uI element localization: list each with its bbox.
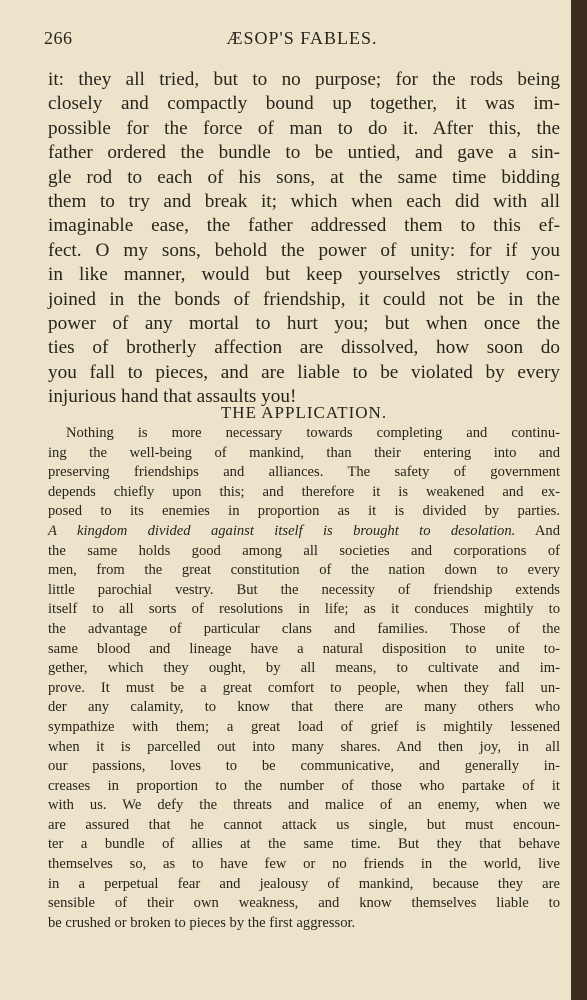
text-line: father ordered the bundle to be untied, and gave a sin- bbox=[48, 142, 560, 164]
text-line: ing the well-being of mankind, than their entering into and bbox=[48, 444, 560, 461]
text-line: them to try and break it; which when each did with all bbox=[48, 191, 560, 213]
text-line: men, from the great constitution of the nation down to every bbox=[48, 562, 560, 579]
text-line: itself to all sorts of resolutions in life; as it conduces mightily to bbox=[48, 601, 560, 618]
text-line: with us. We defy the threats and malice of an enemy, when we bbox=[48, 797, 560, 814]
text-line: possible for the force of man to do it. After this, the bbox=[48, 117, 560, 139]
application-heading: THE APPLICATION. bbox=[220, 403, 388, 422]
text-line: you fall to pieces, and are liable to be violated by every bbox=[48, 361, 560, 383]
text-fragment: And bbox=[515, 522, 560, 539]
text-line: sympathize with them; a great load of grief is mightily lessened bbox=[48, 718, 560, 735]
text-line: power of any mortal to hurt you; but when once the bbox=[48, 313, 560, 335]
text-line: when it is parcelled out into many shares. And then joy, in all bbox=[48, 738, 560, 755]
text-line: same blood and lineage have a natural disposition to unite to- bbox=[48, 640, 560, 657]
text-line: creases in proportion to the number of those who partake of it bbox=[48, 777, 560, 794]
text-line: be crushed or broken to pieces by the first aggressor. bbox=[48, 914, 356, 931]
text-line: joined in the bonds of friendship, it could not be in the bbox=[48, 288, 560, 310]
text-line: fect. O my sons, behold the power of unity: for if you bbox=[48, 239, 560, 261]
book-edge bbox=[571, 0, 587, 1000]
running-title: ÆSOP'S FABLES. bbox=[226, 28, 378, 48]
text-line: prove. It must be a great comfort to people, when they fall un- bbox=[48, 679, 560, 696]
text-line: in like manner, would but keep yourselves strictly con- bbox=[48, 264, 560, 286]
text-line: closely and compactly bound up together, it was im- bbox=[48, 93, 560, 115]
text-line: little parochial vestry. But the necessity of friendship extends bbox=[48, 581, 560, 598]
fable-text bbox=[48, 68, 560, 410]
text-line-italic-quote bbox=[48, 522, 560, 542]
page-number: 266 bbox=[44, 28, 73, 48]
text-line: are assured that he cannot attack us single, but must encoun- bbox=[48, 816, 560, 833]
text-line: Nothing is more necessary towards completing and continu- bbox=[66, 425, 560, 441]
text-line: preserving friendships and alliances. The safety of government bbox=[48, 464, 560, 481]
text-line: the same holds good among all societies and corporations of bbox=[48, 542, 560, 559]
text-line: depends chiefly upon this; and therefore it is weakened and ex- bbox=[48, 483, 560, 500]
italic-quote: A kingdom divided against itself is brought to desolation. bbox=[48, 522, 516, 539]
text-line: sensible of their own weakness, and know themselves liable to bbox=[48, 895, 560, 912]
text-line: imaginable ease, the father addressed them to this ef- bbox=[48, 215, 560, 237]
text-line: in a perpetual fear and jealousy of mankind, because they are bbox=[48, 875, 560, 892]
text-line: the advantage of particular clans and families. Those of the bbox=[48, 620, 560, 637]
application-text bbox=[48, 424, 560, 933]
page-header bbox=[44, 28, 560, 58]
text-line: gle rod to each of his sons, at the same time bidding bbox=[48, 166, 560, 188]
text-line: ter a bundle of allies at the same time. But they that behave bbox=[48, 836, 560, 853]
text-line: our passions, loves to be communicative, and generally in- bbox=[48, 758, 560, 775]
text-line: injurious hand that assaults you! bbox=[48, 386, 297, 408]
text-line: posed to its enemies in proportion as it is divided by parties. bbox=[48, 503, 560, 520]
text-line: gether, which they ought, by all means, to cultivate and im- bbox=[48, 660, 560, 677]
text-line: der any calamity, to know that there are many others who bbox=[48, 699, 560, 716]
text-line: ties of brotherly affection are dissolved, how soon do bbox=[48, 337, 560, 359]
text-line: it: they all tried, but to no purpose; for the rods being bbox=[48, 69, 560, 90]
text-line: themselves so, as to have few or no friends in the world, live bbox=[48, 856, 560, 873]
